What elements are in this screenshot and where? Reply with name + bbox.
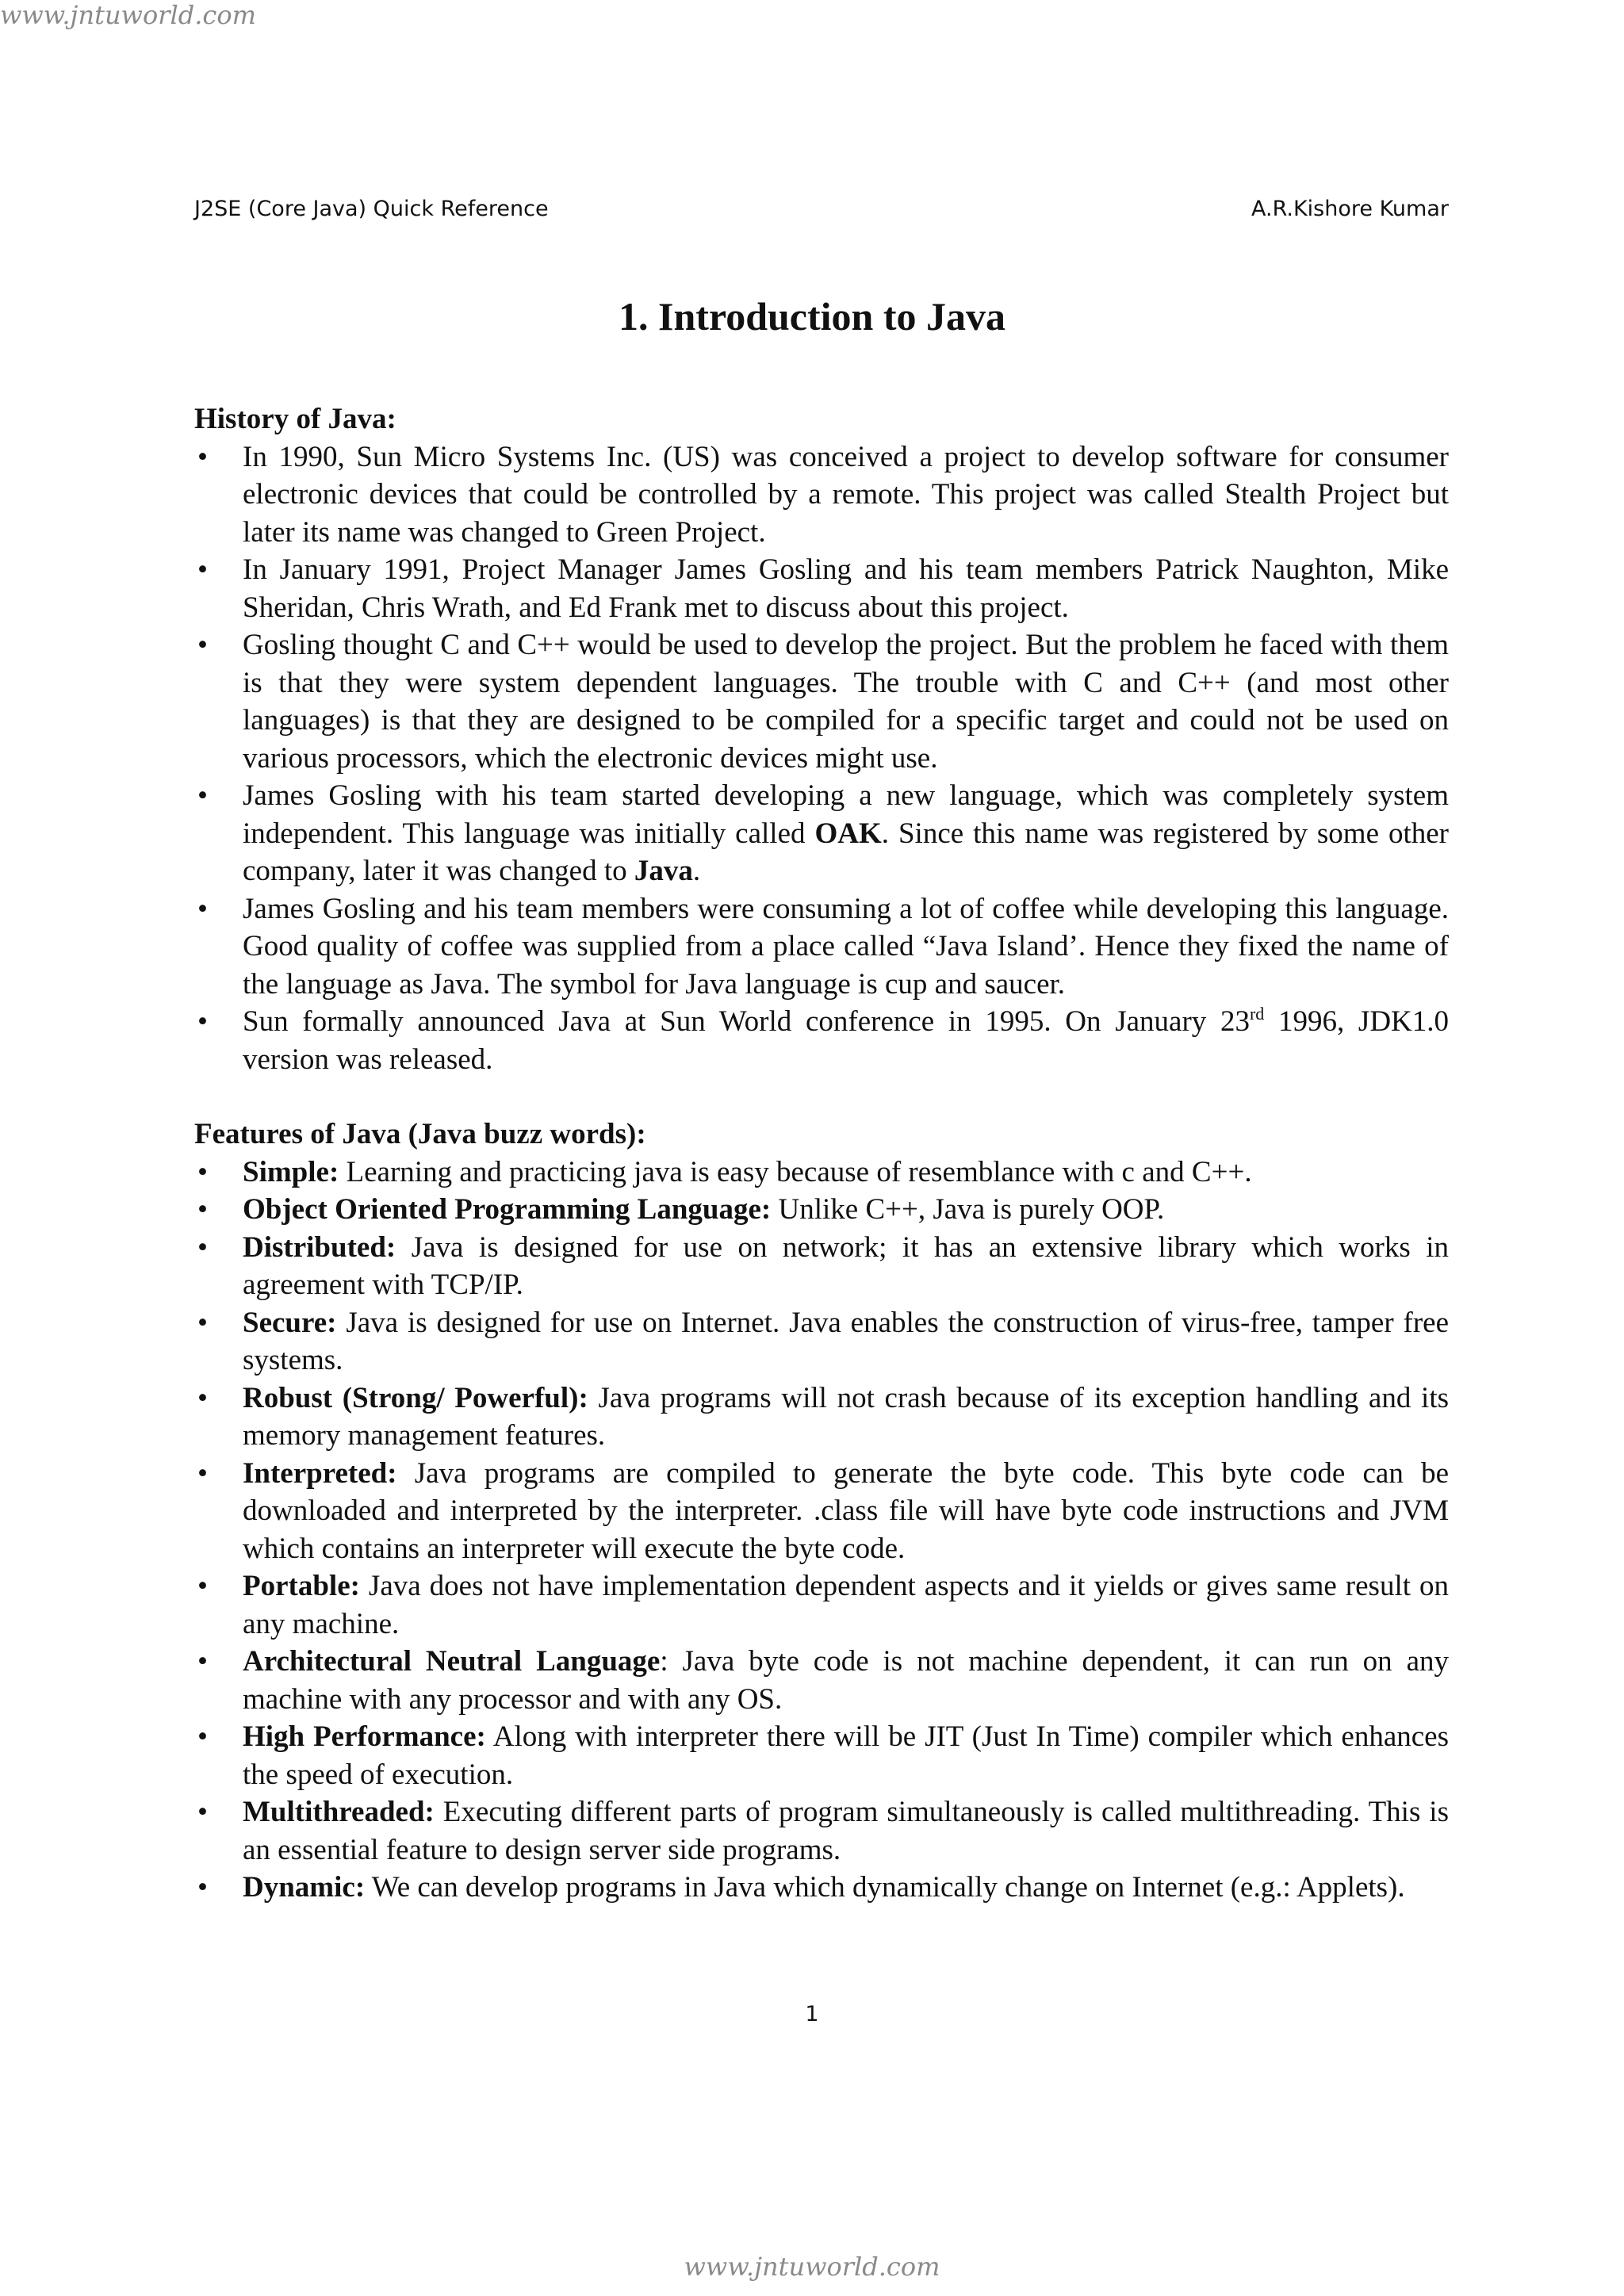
feature-term: Robust (Strong/ Powerful): (243, 1381, 588, 1414)
feature-item (194, 1154, 1449, 1192)
feature-item (194, 1567, 1449, 1643)
page-number: 1 (805, 2002, 819, 2026)
feature-term: Architectural Neutral Language (243, 1645, 661, 1678)
feature-text: Java is designed for use on network; it has an extensive library which works in agreement with TCP/IP. (243, 1230, 1449, 1301)
running-header (194, 197, 1449, 228)
feature-item (194, 1229, 1449, 1304)
list-item: • In 1990, Sun Micro Systems Inc. (US) was conceived a project to develop software for consumer electronic devices that could be controlled by a remote. This project was called Stealth Project but later its name was changed to Green Project. (194, 438, 1449, 552)
java-term: Java (634, 855, 693, 887)
feature-term: Distributed: (243, 1230, 396, 1264)
feature-term: High Performance: (243, 1720, 486, 1753)
feature-text: Java programs are compiled to generate the byte code. This byte code can be downloaded and interpreted by the interpreter. .class file will have byte code instructions and JVM which contains an interpreter will execute the byte code. (243, 1456, 1449, 1565)
features-list (194, 1154, 1449, 1907)
feature-text: : Java byte code is not machine dependent, it can run on any machine with any processor and with any OS. (243, 1645, 1449, 1716)
ordinal-suffix: rd (1249, 1004, 1265, 1024)
feature-text: Along with interpreter there will be JIT (Just In Time) compiler which enhances the speed of execution. (243, 1720, 1449, 1791)
text-run: 1996, JDK1.0 version was released. (243, 1005, 1450, 1076)
feature-term: Secure: (243, 1306, 337, 1339)
feature-item (194, 1643, 1449, 1718)
feature-term: Simple: (243, 1155, 339, 1188)
feature-term: Object Oriented Programming Language: (243, 1193, 772, 1226)
feature-text: Java programs will not crash because of its exception handling and its memory management features. (243, 1381, 1449, 1452)
watermark-top: www.jntuworld.com (0, 0, 256, 30)
list-item: • In January 1991, Project Manager James Gosling and his team members Patrick Naughton, Mike Sheridan, Chris Wrath, and Ed Frank met to discuss about this project. (194, 551, 1449, 626)
list-item (194, 777, 1449, 890)
feature-text: Learning and practicing java is easy because of resemblance with c and C++. (339, 1155, 1252, 1188)
text-run: James Gosling with his team started developing a new language, which was completely system independent. This language was initially called (243, 779, 1449, 850)
header-author: A.R.Kishore Kumar (1251, 197, 1449, 221)
feature-item (194, 1718, 1449, 1793)
chapter-title: 1. Introduction to Java (618, 294, 1005, 339)
feature-item (194, 1869, 1449, 1907)
history-heading: History of Java: (194, 403, 396, 435)
oak-term: OAK (814, 817, 882, 850)
feature-text: Java does not have implementation dependent aspects and it yields or gives same result on any machine. (243, 1570, 1449, 1640)
feature-term: Dynamic: (243, 1871, 366, 1904)
feature-term: Interpreted: (243, 1456, 397, 1490)
feature-item (194, 1191, 1449, 1229)
list-item: • Gosling thought C and C++ would be used to develop the project. But the problem he faced with them is that they were system dependent languages. The trouble with C and C++ (and most other languages) is that they are designed to be compiled for a specific target and could not be used on various processors, which the electronic devices might use. (194, 626, 1449, 777)
feature-item (194, 1304, 1449, 1380)
list-item: • James Gosling and his team members were consuming a lot of coffee while developing this language. Good quality of coffee was supplied from a place called “Java Island’. Hence they fixed the name of the language as Java. The symbol for Java language is cup and saucer. (194, 890, 1449, 1004)
history-list (194, 438, 1449, 1079)
feature-item (194, 1793, 1449, 1869)
feature-term: Multithreaded: (243, 1796, 435, 1828)
features-heading: Features of Java (Java buzz words): (194, 1118, 646, 1150)
text-run: . (692, 855, 701, 887)
feature-text: Java is designed for use on Internet. Java enables the construction of virus-free, tamper free systems. (243, 1306, 1449, 1376)
feature-text: Executing different parts of program simultaneously is called multithreading. This is an essential feature to design server side programs. (243, 1796, 1449, 1866)
section-gap (194, 1078, 1449, 1115)
feature-term: Portable: (243, 1570, 360, 1602)
feature-text: Unlike C++, Java is purely OOP. (771, 1193, 1165, 1226)
list-item (194, 1003, 1449, 1078)
header-book-title: J2SE (Core Java) Quick Reference (194, 197, 549, 221)
feature-item (194, 1380, 1449, 1455)
feature-item (194, 1455, 1449, 1568)
feature-text: We can develop programs in Java which dynamically change on Internet (e.g.: Applets). (365, 1871, 1405, 1904)
text-run: Sun formally announced Java at Sun World conference in 1995. On January 23 (243, 1005, 1250, 1038)
watermark-bottom: www.jntuworld.com (684, 2252, 940, 2282)
text-run: . Since this name was registered by some other company, later it was changed to (243, 817, 1449, 887)
document-body (194, 400, 1449, 1907)
